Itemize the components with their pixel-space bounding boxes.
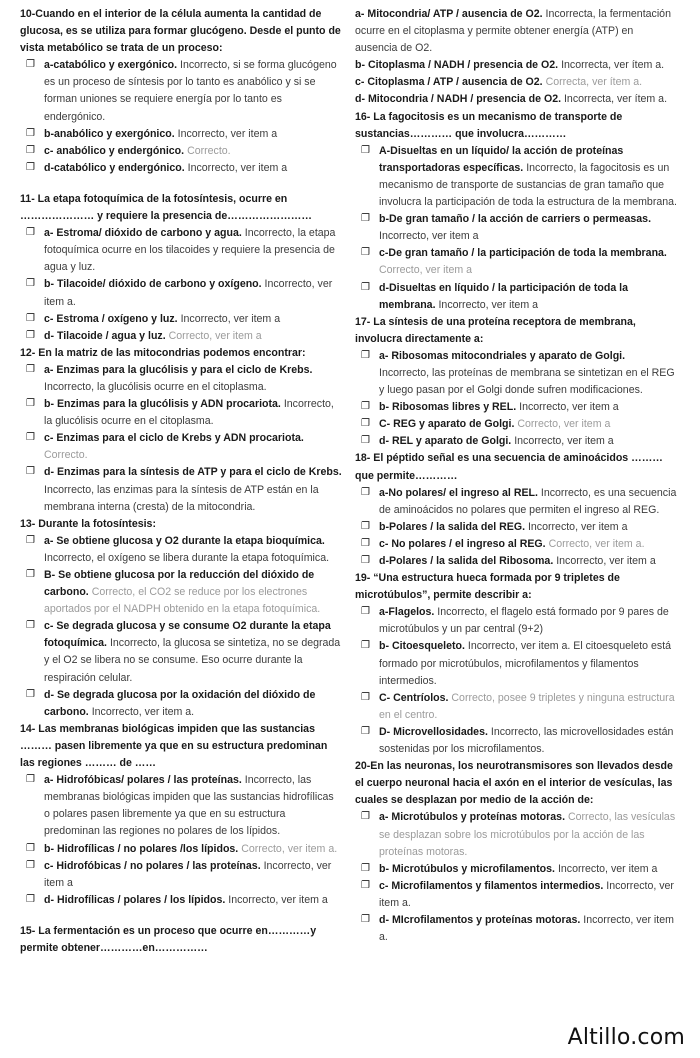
question-10-text: 10-Cuando en el interior de la célula aumenta la cantidad de glucosa, es se utiliza para formar glucógeno. Desde el punto de vista metabólico se trata de un proceso: xyxy=(20,8,341,55)
option-answer: d- Mitocondria / NADH / presencia de O2. xyxy=(355,93,562,106)
option-item xyxy=(355,536,677,553)
feedback-correct: Correcto, ver item a xyxy=(517,418,611,431)
option-item xyxy=(355,6,677,57)
checkbox-bullet-icon: ❐ xyxy=(26,398,35,410)
feedback-incorrect: Incorrecto, ver item a xyxy=(438,298,538,311)
checkbox-bullet-icon: ❐ xyxy=(26,363,35,375)
feedback-incorrect: Incorrecto, ver item a xyxy=(519,401,619,414)
checkbox-bullet-icon: ❐ xyxy=(26,569,35,580)
option-answer: a-Flagelos. xyxy=(379,606,435,619)
option-answer: a- Mitocondria/ ATP / ausencia de O2. xyxy=(355,8,543,20)
option-item xyxy=(355,416,677,433)
option-item xyxy=(355,861,677,878)
checkbox-bullet-icon: ❐ xyxy=(361,879,370,891)
option-item xyxy=(20,687,342,721)
option-answer: b- Microtúbulos y microfilamentos. xyxy=(379,862,555,875)
option-item xyxy=(355,604,677,638)
option-answer: a- Ribosomas mitocondriales y aparato de Golgi. xyxy=(379,349,626,362)
option-item xyxy=(355,433,677,450)
option-item xyxy=(355,519,677,536)
checkbox-bullet-icon: ❐ xyxy=(26,278,35,290)
checkbox-bullet-icon: ❐ xyxy=(26,688,35,700)
option-answer: c- No polares / el ingreso al REG. xyxy=(379,537,546,550)
question-cont-0-options xyxy=(355,6,677,109)
option-answer: a- Hidrofóbicas/ polares / las proteínas. xyxy=(44,774,242,787)
checkbox-bullet-icon: ❐ xyxy=(26,859,35,871)
checkbox-bullet-icon: ❐ xyxy=(361,281,370,293)
feedback-incorrect: Incorrecto, las microvellosidades están sostenidas por los microfilamentos. xyxy=(379,725,674,756)
feedback-incorrect: Incorrecto, ver item a xyxy=(527,520,628,533)
question-20-text: 20-En las neuronas, los neurotransmisores son llevados desde el cuerpo neuronal hacia el axón en el interior de vesículas, las cuales se desplazan por medio de la acción de: xyxy=(355,760,673,807)
feedback-incorrect: Incorrecta, ver ítem a. xyxy=(561,59,665,72)
option-answer: a-No polares/ el ingreso al REL. xyxy=(379,486,538,499)
option-answer: a- Se obtiene glucosa y O2 durante la etapa bioquímica. xyxy=(44,534,325,547)
right-column xyxy=(355,6,677,946)
feedback-incorrect: Incorrecto, ver item a xyxy=(556,555,656,567)
option-item xyxy=(355,912,677,946)
feedback-incorrect: Incorrecto, la fagocitosis es un mecanismo de transporte de sustancias de gran tamaño que involucra la participación de toda la estructura de la membrana. xyxy=(379,161,677,209)
option-answer: a- Enzimas para la glucólisis y para el ciclo de Krebs. xyxy=(44,363,313,376)
option-item xyxy=(355,348,677,399)
option-answer: b- Tilacoide/ dióxido de carbono y oxígeno. xyxy=(44,278,262,291)
option-item xyxy=(20,311,342,328)
question-11-options xyxy=(20,225,342,345)
feedback-incorrect: Incorrecto, si se forma glucógeno es un proceso de síntesis por lo tanto es anabólico y si se forman uniones se requiere energía por lo tanto es endergónico. xyxy=(44,59,337,123)
option-answer: d-Polares / la salida del Ribosoma. xyxy=(379,555,554,567)
option-answer: d- Se degrada glucosa por la oxidación del dióxido de carbono. xyxy=(44,688,316,718)
option-answer: c- anabólico y endergónico. xyxy=(44,144,185,157)
checkbox-bullet-icon: ❐ xyxy=(361,349,370,361)
checkbox-bullet-icon: ❐ xyxy=(361,913,370,925)
checkbox-bullet-icon: ❐ xyxy=(26,127,35,139)
checkbox-bullet-icon: ❐ xyxy=(361,418,370,430)
feedback-incorrect: Incorrecto, ver item a xyxy=(228,893,328,906)
checkbox-bullet-icon: ❐ xyxy=(26,432,35,444)
feedback-incorrect: Incorrecto, el flagelo está formado por 9 pares de microtúbulos y un par central (9+2) xyxy=(379,606,669,636)
question-13-text: 13- Durante la fotosíntesis: xyxy=(20,517,156,530)
checkbox-bullet-icon: ❐ xyxy=(26,161,35,173)
option-item xyxy=(355,638,677,689)
feedback-incorrect: Incorrecto, ver item a. El citoesqueleto está formado por microtúbulos, microfilamentos y filamentos intermedios. xyxy=(379,640,672,687)
checkbox-bullet-icon: ❐ xyxy=(26,466,35,478)
option-item xyxy=(20,892,342,909)
feedback-incorrect: Incorrecto, ver item a. xyxy=(379,879,674,909)
option-answer: a-catabólico y exergónico. xyxy=(44,59,178,72)
option-item xyxy=(355,724,677,758)
checkbox-bullet-icon: ❐ xyxy=(361,725,370,737)
option-item xyxy=(20,225,342,276)
checkbox-bullet-icon: ❐ xyxy=(26,620,35,632)
option-answer: d- Tilacoide / agua y luz. xyxy=(44,329,166,342)
option-item xyxy=(20,276,342,310)
option-item xyxy=(20,464,342,515)
option-item xyxy=(20,126,342,143)
feedback-correct: Correcto, ver item a xyxy=(168,329,262,342)
option-item xyxy=(355,74,677,91)
checkbox-bullet-icon: ❐ xyxy=(361,144,370,156)
option-item xyxy=(355,245,677,279)
option-answer: c- Estroma / oxígeno y luz. xyxy=(44,312,178,325)
option-answer: D- Microvellosidades. xyxy=(379,725,488,738)
question-13-options xyxy=(20,533,342,721)
question-19-text: 19- “Una estructura hueca formada por 9 tripletes de microtúbulos”, permite describir a: xyxy=(355,572,620,602)
option-item xyxy=(355,57,677,74)
feedback-incorrect: Incorrecto, ver item a xyxy=(557,862,658,875)
checkbox-bullet-icon: ❐ xyxy=(361,691,370,703)
option-item xyxy=(355,878,677,912)
option-answer: c- Hidrofóbicas / no polares / las proteínas. xyxy=(44,859,261,872)
option-item xyxy=(20,567,342,618)
feedback-correct: Correcto, ver item a xyxy=(379,264,473,277)
option-answer: b-anabólico y exergónico. xyxy=(44,127,175,140)
question-17-text: 17- La síntesis de una proteína receptora de membrana, involucra directamente a: xyxy=(355,315,636,345)
question-16-options xyxy=(355,143,677,314)
option-answer: d- REL y aparato de Golgi. xyxy=(379,435,512,448)
left-column xyxy=(20,6,342,957)
question-18-options xyxy=(355,485,677,570)
option-answer: b- Ribosomas libres y REL. xyxy=(379,401,517,414)
feedback-incorrect: Incorrecto, ver item a. xyxy=(91,705,195,718)
feedback-incorrect: Incorrecto, la glucosa se sintetiza, no se degrada y el O2 se libera no se consume. Eso ocurre durante la respiración celular. xyxy=(44,637,341,684)
checkbox-bullet-icon: ❐ xyxy=(361,640,370,652)
option-answer: b- Enzimas para la glucólisis y ADN procariota. xyxy=(44,398,281,411)
option-answer: d- Hidrofílicas / polares / los lípidos. xyxy=(44,893,226,906)
option-answer: c- Microfilamentos y filamentos intermedios. xyxy=(379,879,604,892)
question-16-text: 16- La fagocitosis es un mecanismo de transporte de sustancias………… que involucra………… xyxy=(355,110,623,140)
feedback-incorrect: Incorrecto, las proteínas de membrana se sintetizan en el REG y luego pasan por el Golgi donde sufren modificaciones. xyxy=(379,366,675,397)
checkbox-bullet-icon: ❐ xyxy=(26,312,35,324)
option-item xyxy=(20,160,342,177)
option-answer: b- Citoesqueleto. xyxy=(379,640,465,653)
checkbox-bullet-icon: ❐ xyxy=(361,213,370,225)
option-answer: c- Citoplasma / ATP / ausencia de O2. xyxy=(355,76,543,89)
feedback-correct: Correcta, ver ítem a. xyxy=(545,76,643,89)
option-item xyxy=(20,396,342,430)
feedback-incorrect: Incorrecto, la etapa fotoquímica ocurre en los tilacoides y requiere la presencia de agua y luz. xyxy=(44,227,336,274)
question-19-options xyxy=(355,604,677,758)
option-answer: b-De gran tamaño / la acción de carriers o permeasas. xyxy=(379,213,652,226)
checkbox-bullet-icon: ❐ xyxy=(26,534,35,546)
option-item xyxy=(20,858,342,892)
option-answer: b-Polares / la salida del REG. xyxy=(379,520,526,533)
feedback-incorrect: Incorrecto, las enzimas para la síntesis de ATP están en la membrana interna (cresta) de la mitocondria. xyxy=(44,483,319,513)
checkbox-bullet-icon: ❐ xyxy=(361,606,370,618)
option-item xyxy=(20,533,342,567)
checkbox-bullet-icon: ❐ xyxy=(26,329,35,341)
option-item xyxy=(20,328,342,345)
checkbox-bullet-icon: ❐ xyxy=(361,862,370,874)
feedback-incorrect: Incorrecto, ver item a xyxy=(379,230,479,243)
question-12-text: 12- En la matriz de las mitocondrias podemos encontrar: xyxy=(20,346,306,359)
question-15-text: 15- La fermentación es un proceso que ocurre en…………y permite obtener…………en…………… xyxy=(20,924,317,954)
question-11-text: 11- La etapa fotoquímica de la fotosíntesis, ocurre en ………………… y requiere la presencia de…………………… xyxy=(20,192,312,223)
feedback-incorrect: Incorrecto, ver item a xyxy=(180,312,281,325)
question-10-options xyxy=(20,57,342,177)
question-20-options xyxy=(355,809,677,946)
checkbox-bullet-icon: ❐ xyxy=(26,842,35,854)
checkbox-bullet-icon: ❐ xyxy=(361,247,370,259)
option-answer: c- Enzimas para el ciclo de Krebs y ADN procariota. xyxy=(44,432,304,445)
checkbox-bullet-icon: ❐ xyxy=(361,537,370,549)
option-item xyxy=(355,553,677,570)
checkbox-bullet-icon: ❐ xyxy=(361,435,370,447)
option-answer: d-Disueltas en líquido / la participación de toda la membrana. xyxy=(379,281,628,311)
feedback-incorrect: Incorrecto, el oxígeno se libera durante la etapa fotoquímica. xyxy=(44,551,330,564)
option-answer: d-catabólico y endergónico. xyxy=(44,161,185,174)
option-answer: a- Microtúbulos y proteínas motoras. xyxy=(379,811,566,824)
checkbox-bullet-icon: ❐ xyxy=(26,227,35,239)
feedback-incorrect: Incorrecto, ver item a xyxy=(44,859,332,889)
option-item xyxy=(355,211,677,245)
option-item xyxy=(355,143,677,211)
option-item xyxy=(20,618,342,686)
checkbox-bullet-icon: ❐ xyxy=(26,774,35,786)
question-14-options xyxy=(20,772,342,909)
option-item xyxy=(20,362,342,396)
option-item xyxy=(355,399,677,416)
feedback-incorrect: Incorrecto, es una secuencia de aminoácidos no polares que permiten el ingreso al REG. xyxy=(379,486,677,516)
feedback-correct: Correcto. xyxy=(44,449,88,462)
checkbox-bullet-icon: ❐ xyxy=(26,893,35,905)
option-answer: d- Enzimas para la síntesis de ATP y para el ciclo de Krebs. xyxy=(44,466,342,479)
option-item xyxy=(20,772,342,840)
feedback-incorrect: Incorrecto, ver item a. xyxy=(379,913,674,944)
option-answer: b- Hidrofílicas / no polares /los lípidos. xyxy=(44,842,239,855)
feedback-incorrect: Incorrecto, ver item a xyxy=(514,435,614,448)
altillo-watermark: Altillo.com xyxy=(567,1025,685,1050)
feedback-incorrect: Incorrecto, ver item a xyxy=(177,127,278,140)
option-item xyxy=(355,485,677,519)
checkbox-bullet-icon: ❐ xyxy=(361,811,370,823)
checkbox-bullet-icon: ❐ xyxy=(26,144,35,156)
feedback-incorrect: Incorrecto, la glucólisis ocurre en el citoplasma. xyxy=(44,398,334,428)
option-item xyxy=(20,57,342,125)
option-answer: C- Centríolos. xyxy=(379,691,449,704)
feedback-correct: Correcto, ver item a. xyxy=(548,537,645,550)
option-answer: d- MIcrofilamentos y proteínas motoras. xyxy=(379,913,581,926)
feedback-incorrect: Incorrecta, ver ítem a. xyxy=(563,93,668,106)
checkbox-bullet-icon: ❐ xyxy=(26,59,35,71)
option-answer: B- Se obtiene glucosa por la reducción del dióxido de carbono. xyxy=(44,569,315,599)
option-answer: b- Citoplasma / NADH / presencia de O2. xyxy=(355,59,559,72)
option-item xyxy=(355,280,677,314)
option-answer: c-De gran tamaño / la participación de toda la membrana. xyxy=(379,247,667,260)
question-17-options xyxy=(355,348,677,451)
checkbox-bullet-icon: ❐ xyxy=(361,401,370,413)
option-item xyxy=(355,809,677,860)
checkbox-bullet-icon: ❐ xyxy=(361,520,370,532)
option-item xyxy=(20,143,342,160)
feedback-incorrect: Incorrecto, ver item a. xyxy=(44,278,333,308)
feedback-incorrect: Incorrecto, ver item a xyxy=(187,161,288,174)
option-item xyxy=(355,91,677,108)
option-answer: c- Se degrada glucosa y se consume O2 durante la etapa fotoquímica. xyxy=(44,620,331,650)
option-item xyxy=(20,841,342,858)
question-12-options xyxy=(20,362,342,516)
option-item xyxy=(20,430,342,464)
feedback-incorrect: Incorrecta, la fermentación ocurre en el citoplasma y permite obtener energía (ATP) en ausencia de O2. xyxy=(355,8,671,55)
feedback-correct: Correcto. xyxy=(187,144,231,157)
option-answer: A-Disueltas en un líquido/ la acción de proteínas transportadoras específicas. xyxy=(379,144,624,174)
feedback-incorrect: Incorrecto, las membranas biológicas impiden que las sustancias hidrofílicas o polares pasen libremente ya que en su estructura predominan las regiones no polares de los lípidos. xyxy=(44,774,334,838)
question-14-text: 14- Las membranas biológicas impiden que las sustancias ……… pasen libremente ya que en su estructura predominan las regiones ……… de …… xyxy=(20,722,328,770)
option-answer: C- REG y aparato de Golgi. xyxy=(379,418,515,431)
feedback-correct: Correcto, ver item a. xyxy=(241,842,338,855)
feedback-correct: Correcto, las vesículas se desplazan sobre los microtúbulos por la acción de las proteínas motoras. xyxy=(379,811,676,858)
feedback-incorrect: Incorrecto, la glucólisis ocurre en el citoplasma. xyxy=(44,380,267,393)
checkbox-bullet-icon: ❐ xyxy=(361,555,370,566)
feedback-correct: Correcto, posee 9 tripletes y ninguna estructura en el centro. xyxy=(379,691,675,721)
checkbox-bullet-icon: ❐ xyxy=(361,486,370,498)
question-18-text: 18- El péptido señal es una secuencia de aminoácidos ……… que permite………… xyxy=(355,452,663,482)
option-answer: a- Estroma/ dióxido de carbono y agua. xyxy=(44,227,242,240)
option-item xyxy=(355,690,677,724)
feedback-correct: Correcto, el CO2 se reduce por los electrones aportados por el NADPH obtenido en la etapa fotoquímica. xyxy=(44,586,321,616)
